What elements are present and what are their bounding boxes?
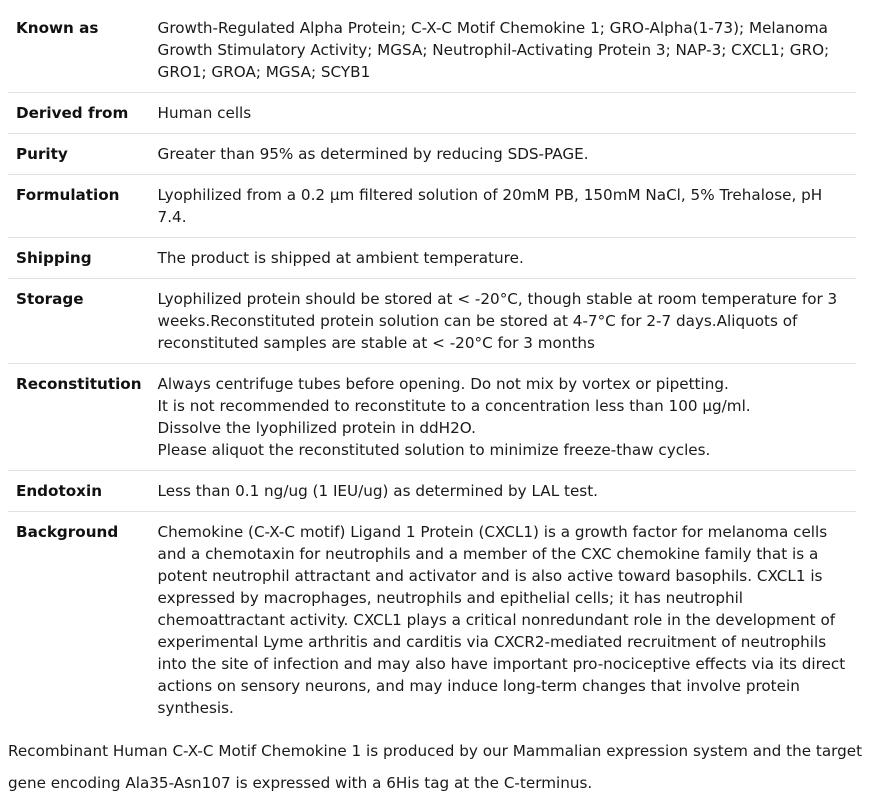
spec-value: Lyophilized protein should be stored at < -20°C, though stable at room temperature for 3 weeks.Reconstituted protein solution can be stored at 4-7°C for 2-7 days.Aliquots of reconstituted samples are stable at < -20°C for 3 months: [157, 290, 838, 352]
spec-value: Lyophilized from a 0.2 μm filtered solution of 20mM PB, 150mM NaCl, 5% Trehalose, pH 7.4.: [157, 186, 823, 226]
product-spec-table: [8, 8, 856, 728]
spec-value: Growth-Regulated Alpha Protein; C-X-C Motif Chemokine 1; GRO-Alpha(1-73); Melanoma Growth Stimulatory Activity; MGSA; Neutrophil-Activating Protein 3; NAP-3; CXCL1; GRO; GRO1; GROA; MGSA; SCYB1: [157, 19, 830, 81]
spec-row-endotoxin: [8, 471, 856, 512]
spec-label: Storage: [16, 290, 84, 308]
spec-label: Shipping: [16, 249, 92, 267]
spec-row-reconstitution: [8, 364, 856, 471]
spec-value: [150, 364, 856, 471]
spec-value: Chemokine (C-X-C motif) Ligand 1 Protein (CXCL1) is a growth factor for melanoma cells and a chemotaxin for neutrophils and a member of the CXC chemokine family that is a potent neutrophil attractant and activator and is also active toward basophils. CXCL1 is expressed by macrophages, neutrophils and epithelial cells; it has neutrophil chemoattractant activity. CXCL1 plays a critical nonredundant role in the development of experimental Lyme arthritis and carditis via CXCR2-mediated recruitment of neutrophils into the site of infection and may also have important pro-nociceptive effects via its direct actions on sensory neurons, and may induce long-term changes that involve protein synthesis.: [157, 523, 846, 717]
spec-row-known-as: [8, 8, 856, 93]
spec-value: Human cells: [157, 104, 252, 122]
spec-label: Purity: [16, 145, 68, 163]
spec-value: Less than 0.1 ng/ug (1 IEU/ug) as determined by LAL test.: [157, 482, 598, 500]
spec-value: Greater than 95% as determined by reducing SDS-PAGE.: [157, 145, 589, 163]
spec-row-purity: [8, 134, 856, 175]
reconstitution-line: It is not recommended to reconstitute to a concentration less than 100 μg/ml.: [157, 397, 751, 415]
spec-row-derived-from: [8, 93, 856, 134]
reconstitution-line: Please aliquot the reconstituted solution to minimize freeze-thaw cycles.: [157, 441, 711, 459]
spec-row-storage: [8, 279, 856, 364]
spec-label: Endotoxin: [16, 482, 103, 500]
reconstitution-line: Always centrifuge tubes before opening. Do not mix by vortex or pipetting.: [157, 375, 729, 393]
spec-row-shipping: [8, 238, 856, 279]
spec-label: Reconstitution: [16, 375, 142, 393]
product-description-footer: Recombinant Human C-X-C Motif Chemokine 1 is produced by our Mammalian expression system and the target gene encoding Ala35-Asn107 is expressed with a 6His tag at the C-terminus.: [8, 742, 863, 792]
spec-label: Derived from: [16, 104, 129, 122]
spec-label: Formulation: [16, 186, 120, 204]
spec-row-background: [8, 512, 856, 729]
spec-label: Background: [16, 523, 119, 541]
spec-row-formulation: [8, 175, 856, 238]
spec-value: The product is shipped at ambient temperature.: [157, 249, 524, 267]
spec-label: Known as: [16, 19, 99, 37]
reconstitution-line: Dissolve the lyophilized protein in ddH2O.: [157, 419, 476, 437]
